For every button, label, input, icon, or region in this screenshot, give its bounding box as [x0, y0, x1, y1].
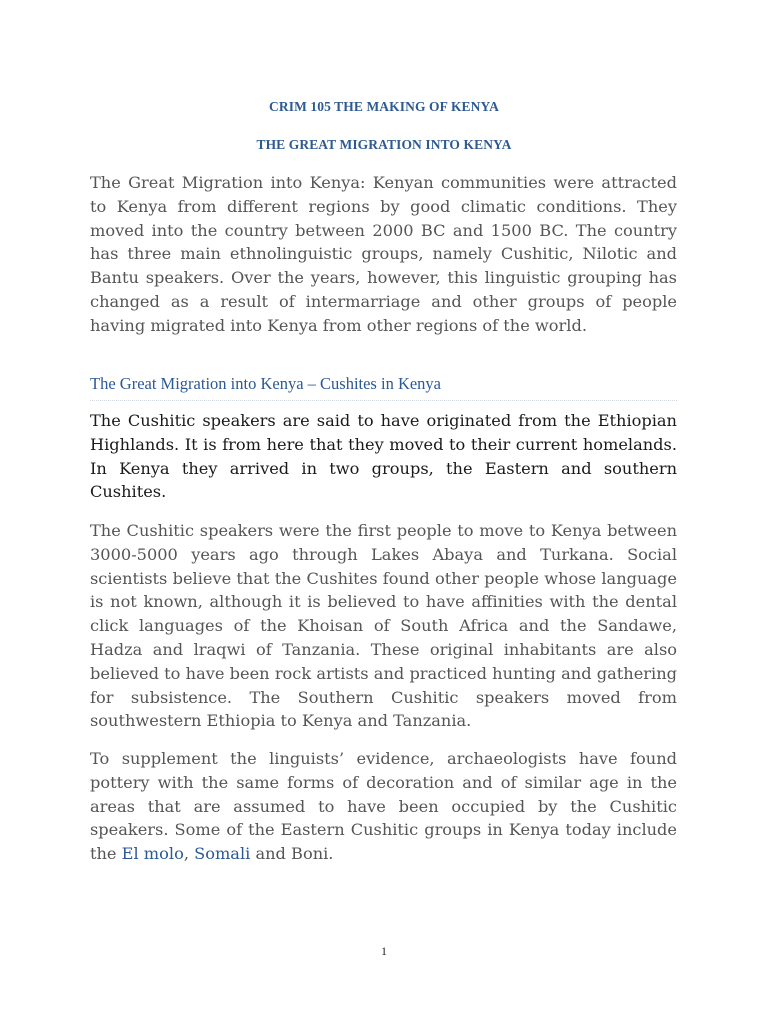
somali-link[interactable]: Somali: [194, 844, 251, 864]
link-separator: ,: [183, 844, 195, 864]
section-heading[interactable]: The Great Migration into Kenya – Cushites in Kenya: [90, 374, 677, 401]
archaeology-text-after: and Boni.: [250, 844, 334, 864]
cushitic-migration-paragraph: The Cushitic speakers were the first people to move to Kenya between 3000-5000 years ago through Lakes Abaya and Turkana. Social scientists believe that the Cushites found other people whose language is not known, although it is believed to have affinities with the dental click languages of the Khoisan of South Africa and the Sandawe, Hadza and lraqwi of Tanzania. These original inhabitants are also believed to have been rock artists and practiced hunting and gathering for subsistence. The Southern Cushitic speakers moved from southwestern Ethiopia to Kenya and Tanzania.: [90, 521, 677, 731]
intro-paragraph: The Great Migration into Kenya: Kenyan communities were attracted to Kenya from different regions by good climatic conditions. They moved into the country between 2000 BC and 1500 BC. The country has three main ethnolinguistic groups, namely Cushitic, Nilotic and Bantu speakers. Over the years, however, this linguistic grouping has changed as a result of intermarriage and other groups of people having migrated into Kenya from other regions of the world.: [90, 173, 677, 335]
chapter-title: THE GREAT MIGRATION INTO KENYA: [256, 137, 512, 152]
page-number: 1: [381, 944, 387, 958]
archaeology-text-before: To supplement the linguists’ evidence, archaeologists have found pottery with the same forms of decoration and of similar age in the areas that are assumed to have been occupied by the Cushitic speakers. Some of the Eastern Cushitic groups in Kenya today include the: [90, 749, 677, 864]
course-title: CRIM 105 THE MAKING OF KENYA: [269, 99, 499, 114]
el-molo-link[interactable]: El molo: [121, 844, 184, 864]
cushitic-origin-paragraph: The Cushitic speakers are said to have originated from the Ethiopian Highlands. It is from here that they moved to their current homelands. In Kenya they arrived in two groups, the Eastern and southern Cushites.: [90, 411, 677, 502]
archaeology-paragraph: [90, 747, 677, 866]
